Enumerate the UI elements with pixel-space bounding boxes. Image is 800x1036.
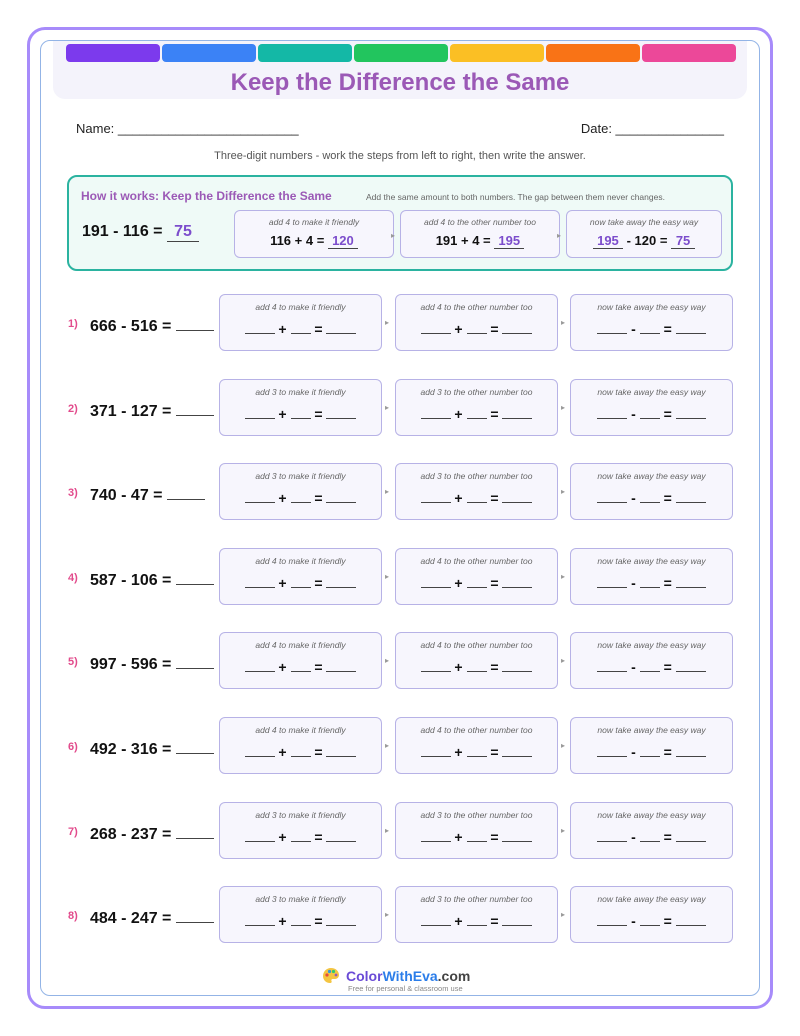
- step-box-2: [395, 802, 558, 859]
- arrow-icon: ▸: [385, 487, 390, 496]
- blank-input[interactable]: [676, 658, 706, 672]
- question-problem: [90, 907, 214, 928]
- blank-input[interactable]: [597, 658, 627, 672]
- step-box-2: [395, 632, 558, 689]
- blank-input[interactable]: [421, 743, 451, 757]
- answer-blank[interactable]: [176, 907, 214, 923]
- arrow-icon: ▸: [561, 656, 566, 665]
- step-box-1: [219, 802, 382, 859]
- blank-input[interactable]: [597, 574, 627, 588]
- question-number: 8): [68, 910, 78, 922]
- arrow-icon: ▸: [561, 487, 566, 496]
- blank-input[interactable]: [676, 320, 706, 334]
- step-box-1: [219, 548, 382, 605]
- step-box-3: [570, 802, 733, 859]
- color-bar-segment: [450, 44, 544, 62]
- example-answer: 75: [167, 223, 199, 242]
- arrow-icon: ▸: [557, 231, 562, 240]
- blank-input[interactable]: [326, 743, 356, 757]
- footer-tagline: Free for personal & classroom use: [348, 984, 463, 993]
- blank-input[interactable]: [467, 743, 487, 757]
- arrow-icon: ▸: [385, 826, 390, 835]
- blank-input[interactable]: [291, 912, 311, 926]
- example-step-3-eq-text: - 120 =: [626, 233, 668, 248]
- blank-input[interactable]: [676, 574, 706, 588]
- blank-input[interactable]: [502, 405, 532, 419]
- example-box: [67, 175, 733, 271]
- color-bar-segment: [546, 44, 640, 62]
- blank-input[interactable]: [640, 574, 660, 588]
- step-equation: + =: [220, 320, 381, 337]
- arrow-icon: ▸: [561, 318, 566, 327]
- answer-blank[interactable]: [176, 569, 214, 585]
- question-problem: [90, 738, 214, 759]
- question-number: 1): [68, 318, 78, 330]
- step-caption: add 3 to make it friendly: [255, 810, 346, 820]
- arrow-icon: ▸: [385, 318, 390, 327]
- step-equation: + =: [396, 828, 557, 845]
- step-caption: add 4 to the other number too: [420, 302, 533, 312]
- blank-input[interactable]: [597, 489, 627, 503]
- blank-input[interactable]: [597, 912, 627, 926]
- date-field: Date: _______________: [580, 121, 724, 136]
- step-equation: + =: [396, 574, 557, 591]
- step-caption: now take away the easy way: [597, 387, 706, 397]
- example-step-2-caption: add 4 to the other number too: [424, 217, 536, 227]
- blank-input[interactable]: [597, 405, 627, 419]
- blank-input[interactable]: [421, 489, 451, 503]
- blank-input[interactable]: [640, 912, 660, 926]
- step-equation: - =: [571, 405, 732, 422]
- blank-input[interactable]: [326, 658, 356, 672]
- example-problem: [82, 223, 199, 242]
- color-bar-segment: [162, 44, 256, 62]
- example-note: Add the same amount to both numbers. The gap between them never changes.: [366, 192, 665, 202]
- blank-input[interactable]: [291, 743, 311, 757]
- step-equation: + =: [220, 658, 381, 675]
- question-number: 5): [68, 656, 78, 668]
- blank-input[interactable]: [502, 489, 532, 503]
- answer-blank[interactable]: [176, 653, 214, 669]
- blank-input[interactable]: [467, 658, 487, 672]
- step-equation: - =: [571, 574, 732, 591]
- answer-blank[interactable]: [176, 738, 214, 754]
- example-step-1-answer: 120: [328, 233, 358, 249]
- blank-input[interactable]: [245, 743, 275, 757]
- blank-input[interactable]: [326, 405, 356, 419]
- question-problem-text: 484 - 247 =: [90, 910, 172, 927]
- blank-input[interactable]: [502, 828, 532, 842]
- blank-input[interactable]: [502, 658, 532, 672]
- blank-input[interactable]: [676, 743, 706, 757]
- blank-input[interactable]: [640, 405, 660, 419]
- step-equation: + =: [220, 912, 381, 929]
- blank-input[interactable]: [326, 320, 356, 334]
- blank-input[interactable]: [502, 743, 532, 757]
- arrow-icon: ▸: [561, 826, 566, 835]
- step-box-3: [570, 548, 733, 605]
- step-box-3: [570, 463, 733, 520]
- step-caption: now take away the easy way: [597, 894, 706, 904]
- question-problem-text: 740 - 47 =: [90, 487, 163, 504]
- blank-input[interactable]: [676, 405, 706, 419]
- arrow-icon: ▸: [385, 656, 390, 665]
- step-box-2: [395, 294, 558, 351]
- step-equation: + =: [396, 489, 557, 506]
- step-equation: + =: [220, 828, 381, 845]
- step-box-2: [395, 379, 558, 436]
- blank-input[interactable]: [640, 828, 660, 842]
- step-caption: now take away the easy way: [597, 640, 706, 650]
- step-equation: + =: [220, 489, 381, 506]
- step-caption: add 4 to make it friendly: [255, 725, 346, 735]
- blank-input[interactable]: [676, 828, 706, 842]
- step-box-1: [219, 379, 382, 436]
- step-equation: + =: [396, 320, 557, 337]
- blank-input[interactable]: [467, 574, 487, 588]
- step-box-1: [219, 717, 382, 774]
- blank-input[interactable]: [291, 405, 311, 419]
- blank-input[interactable]: [502, 320, 532, 334]
- blank-input[interactable]: [421, 320, 451, 334]
- blank-input[interactable]: [421, 574, 451, 588]
- step-caption: now take away the easy way: [597, 725, 706, 735]
- step-box-3: [570, 717, 733, 774]
- example-step-2-answer: 195: [494, 233, 524, 249]
- example-step-3-equation: [567, 233, 721, 249]
- arrow-icon: ▸: [391, 231, 396, 240]
- color-bar-segment: [258, 44, 352, 62]
- step-caption: add 3 to the other number too: [420, 810, 533, 820]
- question-problem: [90, 315, 214, 336]
- question-number: 3): [68, 487, 78, 499]
- blank-input[interactable]: [245, 912, 275, 926]
- blank-input[interactable]: [676, 489, 706, 503]
- example-step-2-eq-text: 191 + 4 =: [435, 233, 491, 248]
- step-caption: add 3 to make it friendly: [255, 387, 346, 397]
- step-equation: - =: [571, 658, 732, 675]
- example-title: How it works: Keep the Difference the Same: [81, 189, 332, 203]
- step-equation: - =: [571, 912, 732, 929]
- question-problem: [90, 484, 205, 505]
- step-equation: + =: [220, 743, 381, 760]
- blank-input[interactable]: [640, 658, 660, 672]
- arrow-icon: ▸: [385, 910, 390, 919]
- step-box-1: [219, 886, 382, 943]
- blank-input[interactable]: [467, 320, 487, 334]
- blank-input[interactable]: [326, 912, 356, 926]
- arrow-icon: ▸: [561, 910, 566, 919]
- palette-icon: [322, 967, 340, 985]
- name-field: Name: _________________________: [76, 121, 299, 136]
- step-caption: add 3 to make it friendly: [255, 894, 346, 904]
- blank-input[interactable]: [640, 743, 660, 757]
- step-box-2: [395, 717, 558, 774]
- blank-input[interactable]: [291, 828, 311, 842]
- question-number: 2): [68, 403, 78, 415]
- step-box-3: [570, 379, 733, 436]
- answer-blank[interactable]: [176, 315, 214, 331]
- blank-input[interactable]: [502, 574, 532, 588]
- instructions: Three-digit numbers - work the steps from left to right, then write the answer.: [214, 150, 586, 162]
- footer: [322, 966, 492, 996]
- question-problem-text: 268 - 237 =: [90, 826, 172, 843]
- blank-input[interactable]: [326, 574, 356, 588]
- step-equation: - =: [571, 743, 732, 760]
- example-step-1-equation: [235, 231, 396, 249]
- question-problem-text: 492 - 316 =: [90, 741, 172, 758]
- blank-input[interactable]: [291, 658, 311, 672]
- step-box-1: [219, 632, 382, 689]
- step-caption: add 3 to make it friendly: [255, 471, 346, 481]
- step-equation: - =: [571, 320, 732, 337]
- step-equation: + =: [396, 912, 557, 929]
- blank-input[interactable]: [421, 658, 451, 672]
- example-step-3-first: 195: [593, 233, 623, 249]
- example-step-3-caption: now take away the easy way: [589, 217, 699, 227]
- arrow-icon: ▸: [385, 572, 390, 581]
- step-equation: + =: [220, 574, 381, 591]
- example-step-1-eq-text: 116 + 4 =: [270, 233, 325, 248]
- step-caption: add 3 to the other number too: [420, 894, 533, 904]
- step-box-3: [570, 886, 733, 943]
- step-caption: now take away the easy way: [597, 556, 706, 566]
- blank-input[interactable]: [676, 912, 706, 926]
- question-number: 7): [68, 826, 78, 838]
- step-box-3: [570, 632, 733, 689]
- example-step-2: [400, 210, 560, 258]
- blank-input[interactable]: [421, 912, 451, 926]
- arrow-icon: ▸: [385, 403, 390, 412]
- brand-part-1: Color: [346, 968, 383, 984]
- brand-part-2: WithEva: [382, 968, 438, 984]
- step-caption: now take away the easy way: [597, 810, 706, 820]
- step-equation: + =: [396, 405, 557, 422]
- color-bar: [66, 44, 736, 62]
- blank-input[interactable]: [597, 743, 627, 757]
- question-number: 4): [68, 572, 78, 584]
- step-caption: add 4 to the other number too: [420, 725, 533, 735]
- example-step-3: [566, 210, 722, 258]
- page-title: Keep the Difference the Same: [230, 69, 570, 96]
- step-caption: add 4 to the other number too: [420, 640, 533, 650]
- blank-input[interactable]: [245, 574, 275, 588]
- step-caption: add 3 to the other number too: [420, 387, 533, 397]
- blank-input[interactable]: [467, 489, 487, 503]
- color-bar-segment: [354, 44, 448, 62]
- step-equation: + =: [396, 743, 557, 760]
- blank-input[interactable]: [291, 489, 311, 503]
- blank-input[interactable]: [502, 912, 532, 926]
- step-caption: add 4 to make it friendly: [255, 302, 346, 312]
- step-box-2: [395, 886, 558, 943]
- step-caption: add 3 to the other number too: [420, 471, 533, 481]
- blank-input[interactable]: [421, 828, 451, 842]
- step-box-1: [219, 294, 382, 351]
- question-problem-text: 587 - 106 =: [90, 572, 172, 589]
- question-problem-text: 997 - 596 =: [90, 656, 172, 673]
- color-bar-segment: [66, 44, 160, 62]
- blank-input[interactable]: [467, 405, 487, 419]
- question-problem: [90, 569, 214, 590]
- blank-input[interactable]: [326, 489, 356, 503]
- step-equation: + =: [396, 658, 557, 675]
- question-problem: [90, 400, 214, 421]
- blank-input[interactable]: [326, 828, 356, 842]
- step-caption: now take away the easy way: [597, 302, 706, 312]
- example-step-2-equation: [401, 231, 562, 249]
- arrow-icon: ▸: [385, 741, 390, 750]
- blank-input[interactable]: [640, 489, 660, 503]
- blank-input[interactable]: [245, 320, 275, 334]
- example-step-1: [234, 210, 394, 258]
- blank-input[interactable]: [245, 658, 275, 672]
- blank-input[interactable]: [640, 320, 660, 334]
- brand-part-3: .com: [437, 968, 471, 984]
- question-problem-text: 666 - 516 =: [90, 318, 172, 335]
- step-caption: add 4 to make it friendly: [255, 640, 346, 650]
- example-step-3-answer: 75: [671, 233, 695, 249]
- arrow-icon: ▸: [561, 403, 566, 412]
- color-bar-segment: [642, 44, 736, 62]
- blank-input[interactable]: [291, 574, 311, 588]
- answer-blank[interactable]: [176, 823, 214, 839]
- question-problem-text: 371 - 127 =: [90, 403, 172, 420]
- question-problem: [90, 653, 214, 674]
- step-box-3: [570, 294, 733, 351]
- example-step-1-caption: add 4 to make it friendly: [268, 217, 360, 227]
- blank-input[interactable]: [421, 405, 451, 419]
- step-box-1: [219, 463, 382, 520]
- step-equation: + =: [220, 405, 381, 422]
- step-box-2: [395, 463, 558, 520]
- example-problem-text: 191 - 116 =: [82, 223, 163, 240]
- question-problem: [90, 823, 214, 844]
- step-box-2: [395, 548, 558, 605]
- arrow-icon: ▸: [561, 572, 566, 581]
- step-caption: add 4 to the other number too: [420, 556, 533, 566]
- step-equation: - =: [571, 828, 732, 845]
- blank-input[interactable]: [597, 320, 627, 334]
- blank-input[interactable]: [597, 828, 627, 842]
- step-equation: - =: [571, 489, 732, 506]
- brand-name: [346, 968, 470, 984]
- step-caption: now take away the easy way: [597, 471, 706, 481]
- blank-input[interactable]: [291, 320, 311, 334]
- question-number: 6): [68, 741, 78, 753]
- blank-input[interactable]: [245, 828, 275, 842]
- blank-input[interactable]: [245, 489, 275, 503]
- blank-input[interactable]: [467, 828, 487, 842]
- blank-input[interactable]: [467, 912, 487, 926]
- answer-blank[interactable]: [176, 400, 214, 416]
- blank-input[interactable]: [245, 405, 275, 419]
- answer-blank[interactable]: [167, 484, 205, 500]
- step-caption: add 4 to make it friendly: [255, 556, 346, 566]
- arrow-icon: ▸: [561, 741, 566, 750]
